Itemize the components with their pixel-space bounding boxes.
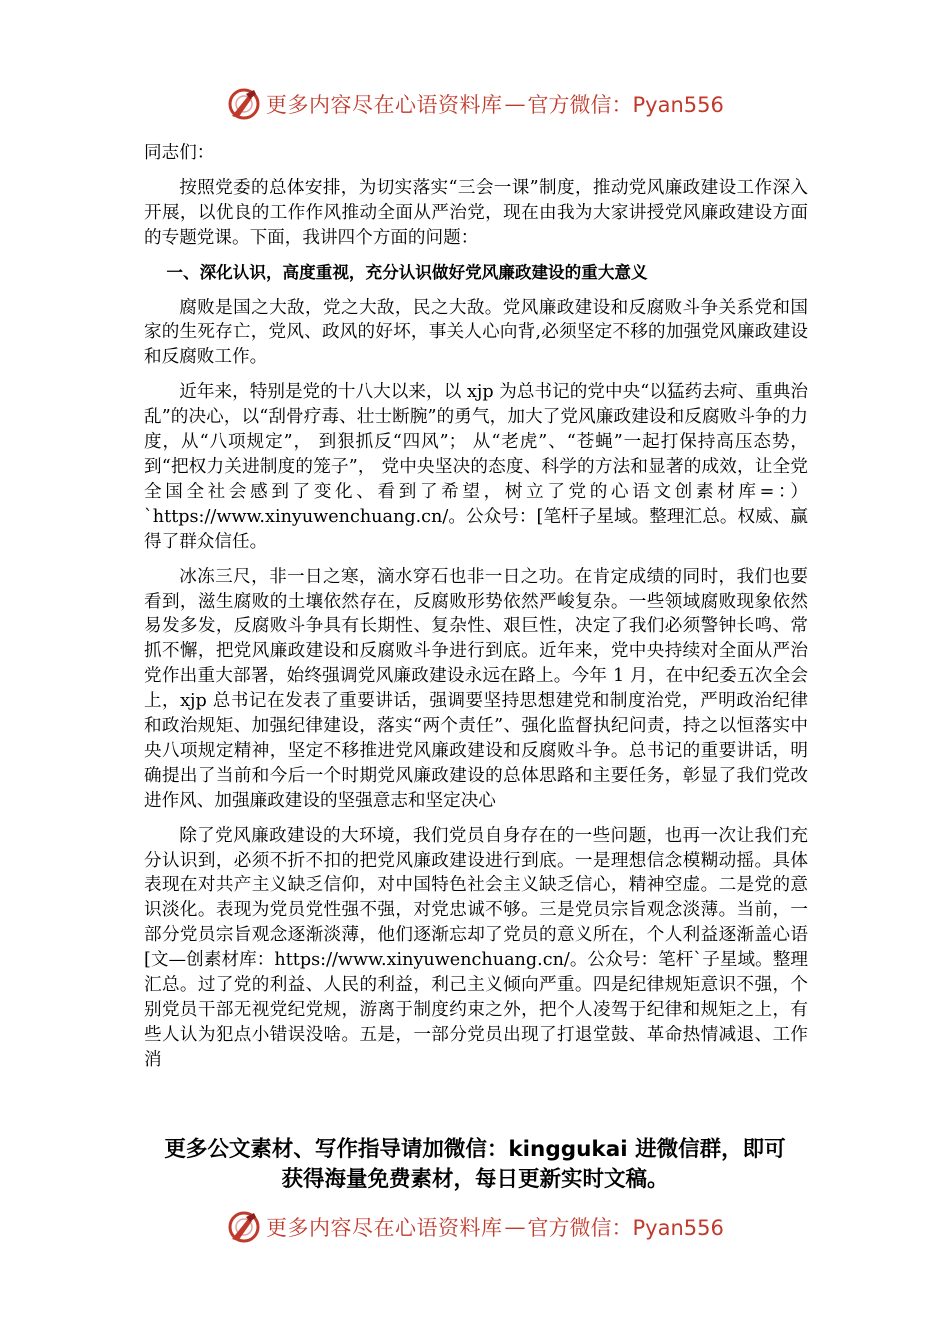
greeting: 同志们：: [144, 143, 215, 163]
footer-banner-separator: —: [504, 1215, 526, 1239]
header-wechat-id: Pyan556: [632, 93, 724, 117]
promo-line-2: 获得海量免费素材，每日更新实时文稿。: [281, 1167, 669, 1192]
footer-wechat-label: 官方微信：: [527, 1216, 633, 1240]
header-banner: [226, 84, 746, 124]
footer-banner-text: 更多内容尽在心语资料库: [266, 1216, 503, 1240]
header-banner-separator: —: [504, 92, 526, 116]
paragraph-2: 近年来，特别是党的十八大以来，以 xjp 为总书记的党中央“以猛药去疴、重典治乱”的决心，以“刮骨疗毒、壮士断腕”的勇气，加大了党风廉政建设和反腐败斗争的力度，从“八项规定”， 到狠抓反“四风”； 从“老虎”、“苍蝇”一起打保持高压态势，到“把权力关进制度的笼子”， 党中央坚决的态度、科学的方法和显著的成效，让全党全国全社会感到了变化、看到了希望，树立了党的心语文创素材库=：）`https://www.xinyuwenchuang.cn/。公众号：[笔杆子星域。整理汇总。权威、赢得了群众信任。: [144, 382, 808, 552]
section-heading: 一、深化认识，高度重视，充分认识做好党风廉政建设的重大意义: [166, 262, 648, 282]
brush-logo-icon: [226, 1209, 262, 1245]
document-body: [144, 141, 808, 1098]
promo-line-1: 更多公文素材、写作指导请加微信：kinggukai 进微信群，即可: [164, 1137, 786, 1162]
promo-block: [100, 1135, 850, 1195]
footer-banner: [226, 1207, 746, 1247]
header-wechat-label: 官方微信：: [527, 93, 633, 117]
intro-paragraph: 按照党委的总体安排，为切实落实“三会一课”制度，推动党风廉政建设工作深入开展，以优良的工作作风推动全面从严治党，现在由我为大家讲授党风廉政建设方面的专题党课。下面，我讲四个方面的问题：: [144, 177, 808, 248]
footer-wechat-id: Pyan556: [632, 1216, 724, 1240]
paragraph-4: 除了党风廉政建设的大环境，我们党员自身存在的一些问题，也再一次让我们充分认识到，必须不折不扣的把党风廉政建设进行到底。一是理想信念模糊动摇。具体表现在对共产主义缺乏信仰，对中国特色社会主义缺乏信心，精神空虚。二是党的意识淡化。表现为党员党性强不强，对党忠诚不够。三是党员宗旨观念淡薄。当前，一部分党员宗旨观念逐渐淡薄，他们逐渐忘却了党员的意义所在，个人利益逐渐盖心语[文—创素材库：https://www.xinyuwenchuang.cn/。公众号：笔杆`子星域。整理汇总。过了党的利益、人民的利益，利己主义倾向严重。四是纪律规矩意识不强，个别党员干部无视党纪党规，游离于制度约束之外，把个人凌驾于纪律和规矩之上，有些人认为犯点小错误没啥。五是，一部分党员出现了打退堂鼓、革命热情减退、工作消: [144, 825, 808, 1070]
paragraph-1: 腐败是国之大敌，党之大敌，民之大敌。党风廉政建设和反腐败斗争关系党和国家的生死存亡，党风、政风的好坏，事关人心向背,必须坚定不移的加强党风廉政建设和反腐败工作。: [144, 297, 808, 368]
brush-logo-icon: [226, 86, 262, 122]
header-banner-text: 更多内容尽在心语资料库: [266, 93, 503, 117]
footer-wechat: [528, 1212, 724, 1242]
paragraph-3: 冰冻三尺，非一日之寒，滴水穿石也非一日之功。在肯定成绩的同时，我们也要看到，滋生腐败的土壤依然存在，反腐败形势依然严峻复杂。一些领域腐败现象依然易发多发，反腐败斗争具有长期性、复杂性、艰巨性，决定了我们必须警钟长鸣、常抓不懈，把党风廉政建设和反腐败斗争进行到底。近年来，党中央持续对全面从严治党作出重大部署，始终强调党风廉政建设永远在路上。今年 1 月，在中纪委五次全会上，xjp 总书记在发表了重要讲话，强调要坚持思想建党和制度治党，严明政治纪律和政治规矩、加强纪律建设，落实“两个责任”、强化监督执纪问责，持之以恒落实中央八项规定精神，坚定不移推进党风廉政建设和反腐败斗争。总书记的重要讲话，明确提出了当前和今后一个时期党风廉政建设的总体思路和主要任务，彰显了我们党改进作风、加强廉政建设的坚强意志和坚定决心: [144, 566, 808, 811]
header-wechat: [528, 89, 724, 119]
